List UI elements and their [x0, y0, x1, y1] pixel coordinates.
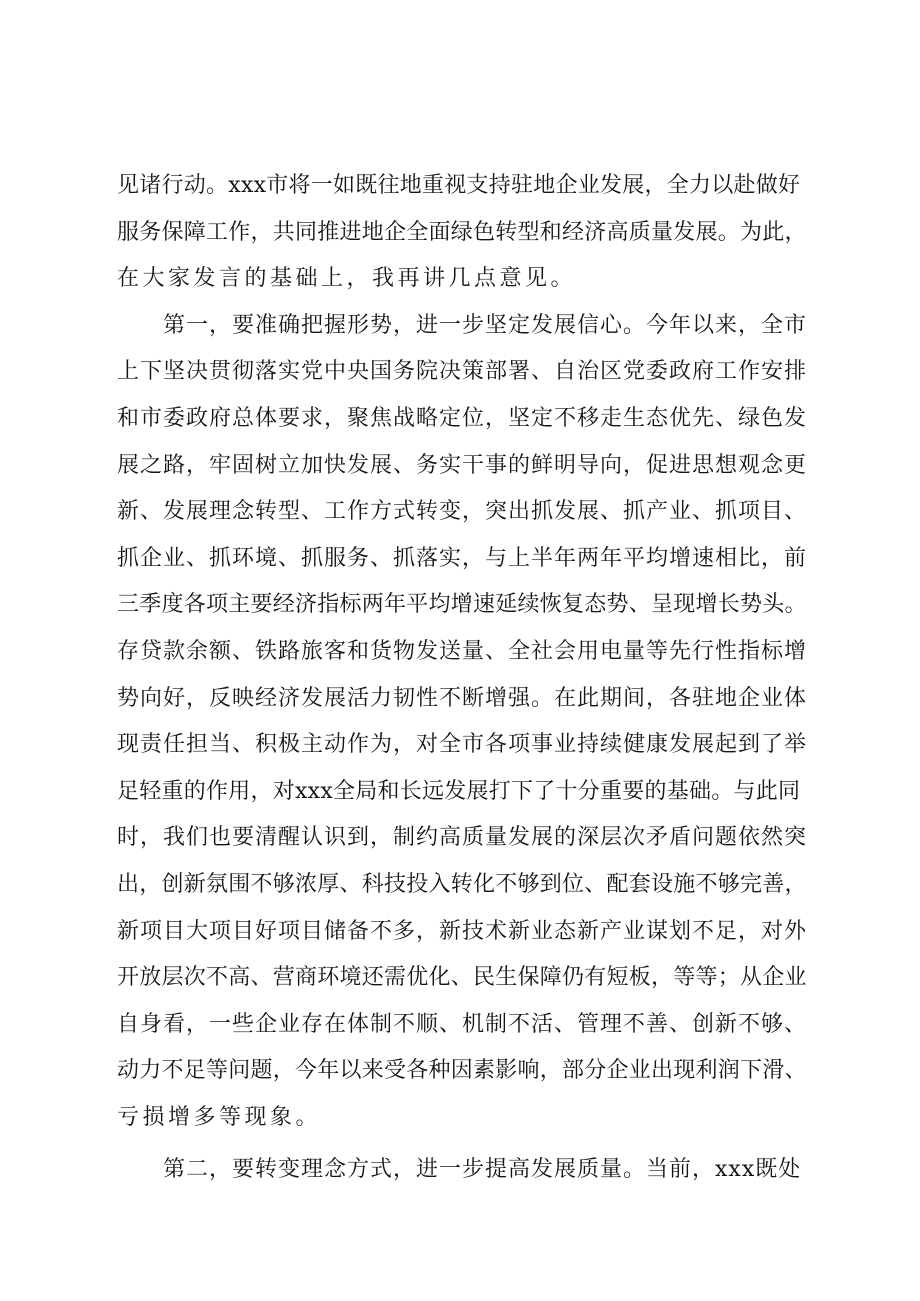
text-line: 新、发展理念转型、工作方式转变，突出抓发展、抓产业、抓项目、: [117, 499, 808, 525]
text-line: 见诸行动。xxx市将一如既往地重视支持驻地企业发展，全力以赴做好: [117, 173, 801, 198]
text-line: 出，创新氛围不够浓厚、科技投入转化不够到位、配套设施不够完善，: [117, 871, 807, 897]
text-line: 自身看，一些企业存在体制不顺、机制不活、管理不善、创新不够、: [117, 1011, 808, 1037]
text-line: 在大家发言的基础上，我再讲几点意见。: [117, 266, 577, 292]
text-line: 开放层次不高、营商环境还需优化、民生保障仍有短板，等等；从企业: [117, 965, 807, 991]
text-line: 现责任担当、积极主动作为，对全市各项事业持续健康发展起到了举: [117, 732, 808, 758]
text-line: 上下坚决贯彻落实党中央国务院决策部署、自治区党委政府工作安排: [117, 359, 808, 385]
text-line: 时，我们也要清醒认识到，制约高质量发展的深层次矛盾问题依然突: [117, 825, 808, 851]
text-line: 动力不足等问题，今年以来受各种因素影响，部分企业出现利润下滑、: [117, 1058, 807, 1084]
text-line: 服务保障工作，共同推进地企全面绿色转型和经济高质量发展。为此，: [117, 219, 807, 245]
text-line: 足轻重的作用，对xxx全局和长远发展打下了十分重要的基础。与此同: [117, 778, 801, 804]
text-line: 三季度各项主要经济指标两年平均增速延续恢复态势、呈现增长势头。: [117, 592, 807, 618]
text-line: 展之路，牢固树立加快发展、务实干事的鲜明导向，促进思想观念更: [117, 452, 808, 478]
text-line: 第一，要准确把握形势，进一步坚定发展信心。今年以来，全市: [117, 312, 808, 338]
text-line: 新项目大项目好项目储备不多，新技术新业态新产业谋划不足，对外: [117, 918, 808, 944]
text-line: 第二，要转变理念方式，进一步提高发展质量。当前，xxx既处: [117, 1157, 802, 1183]
text-line: 和市委政府总体要求，聚焦战略定位，坚定不移走生态优先、绿色发: [117, 405, 808, 431]
text-line: 存贷款余额、铁路旅客和货物发送量、全社会用电量等先行性指标增: [117, 638, 808, 664]
text-line: 抓企业、抓环境、抓服务、抓落实，与上半年两年平均增速相比，前: [117, 545, 808, 571]
text-line: 势向好，反映经济发展活力韧性不断增强。在此期间，各驻地企业体: [117, 685, 808, 711]
text-line: 亏损增多等现象。: [117, 1104, 322, 1130]
document-body: [117, 163, 807, 1194]
